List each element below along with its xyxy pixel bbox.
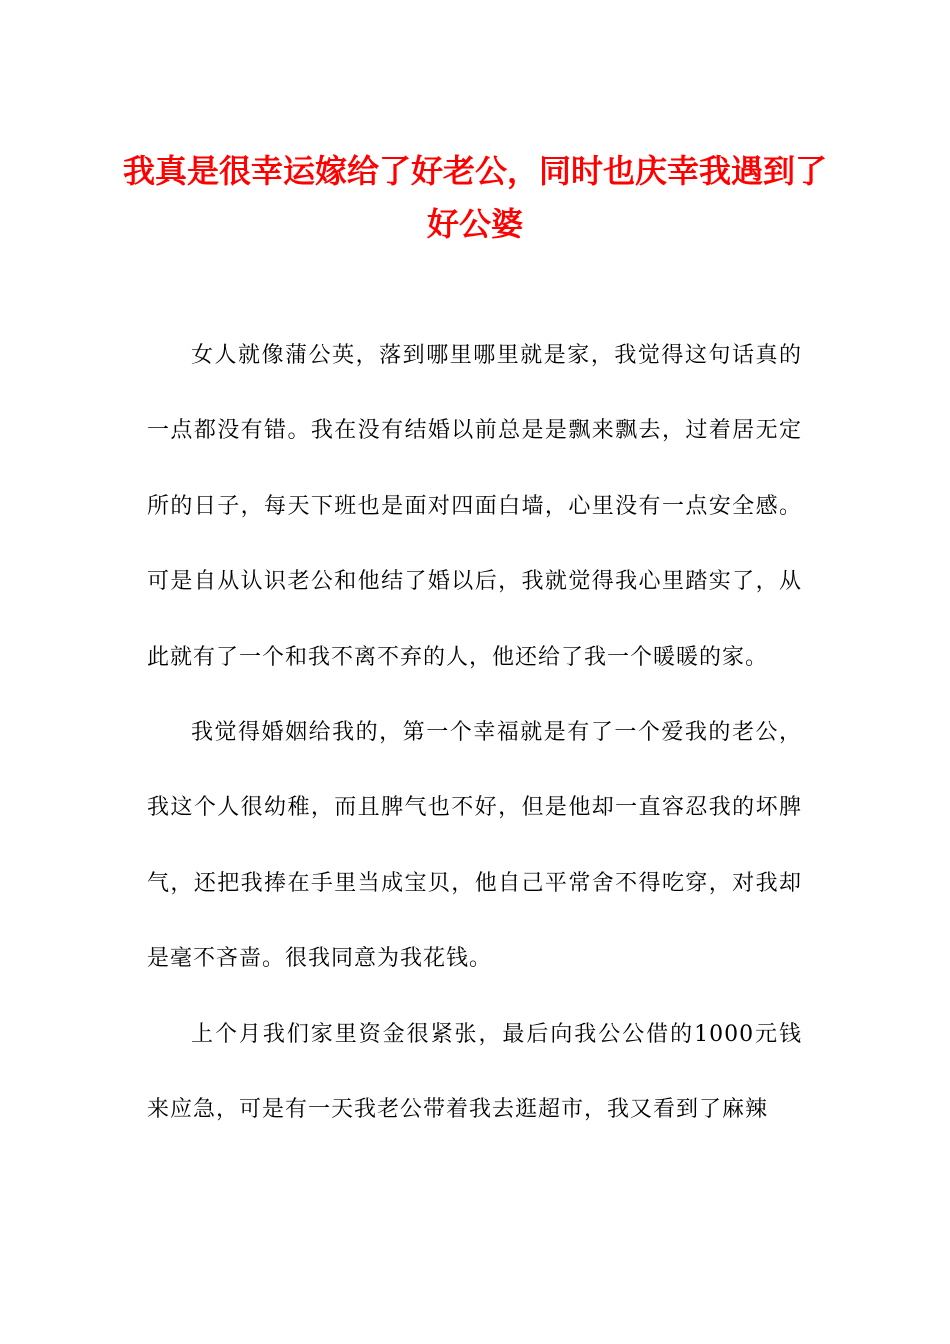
paragraph-3: 上个月我们家里资金很紧张，最后向我公公借的1000元钱来应急，可是有一天我老公带着我去逛超市，我又看到了麻辣 <box>147 1021 802 1123</box>
document-title: 我真是很幸运嫁给了好老公，同时也庆幸我遇到了好公婆 <box>122 152 827 243</box>
paragraph-2: 我觉得婚姻给我的，第一个幸福就是有了一个爱我的老公，我这个人很幼稚，而且脾气也不好，但是他却一直容忍我的坏脾气，还把我捧在手里当成宝贝，他自己平常舍不得吃穿，对我却是毫不吝啬。很我同意为我花钱。 <box>147 720 802 972</box>
document-body <box>147 318 802 1147</box>
paragraph-1: 女人就像蒲公英，落到哪里哪里就是家，我觉得这句话真的一点都没有错。我在没有结婚以前总是是飘来飘去，过着居无定所的日子，每天下班也是面对四面白墙，心里没有一点安全感。可是自从认识老公和他结了婚以后，我就觉得我心里踏实了，从此就有了一个和我不离不弃的人，他还给了我一个暖暖的家。 <box>147 343 802 670</box>
